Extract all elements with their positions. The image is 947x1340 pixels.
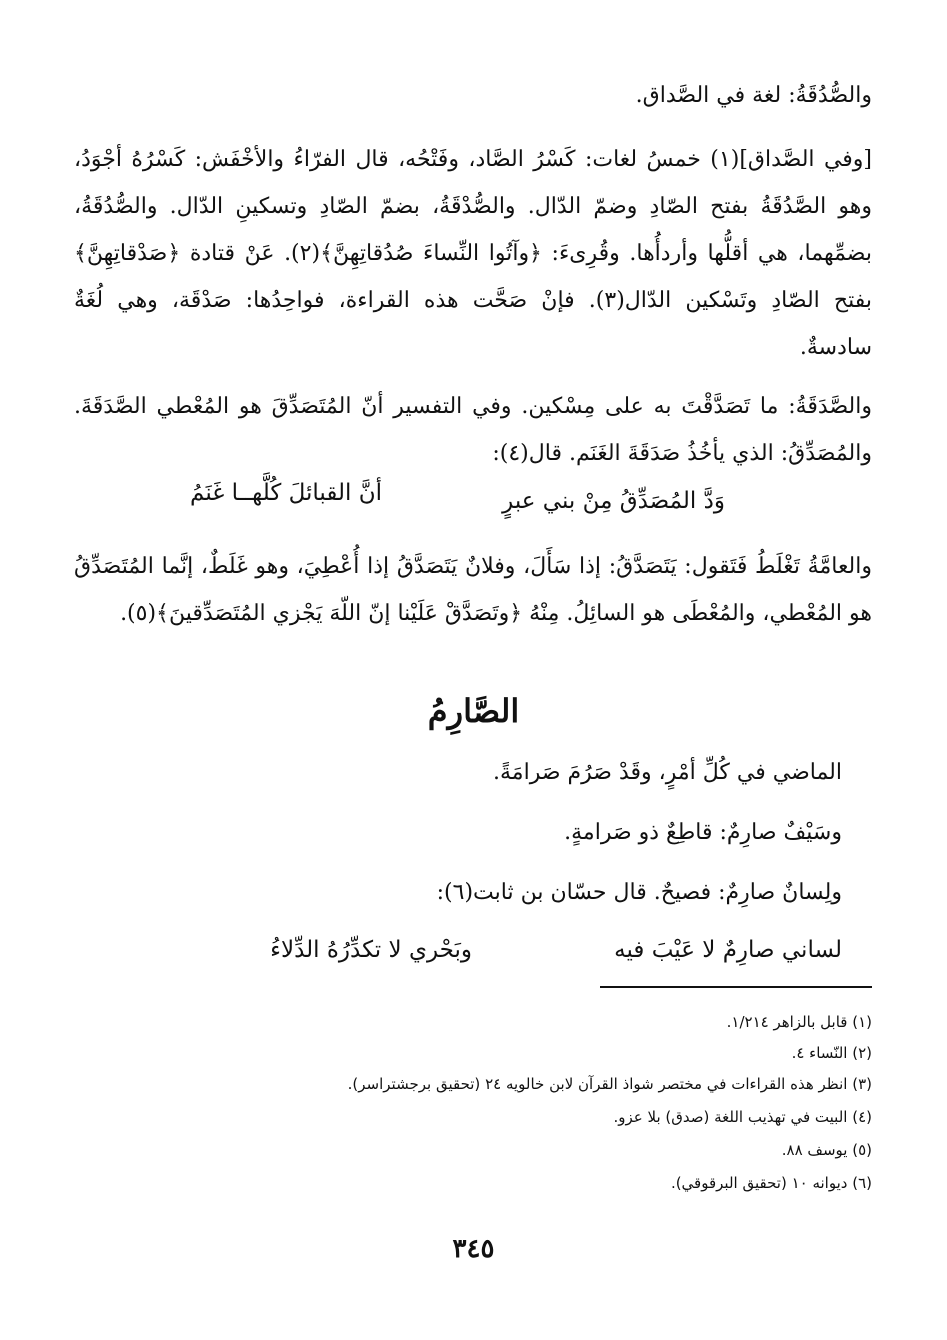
paragraph-sadaqa: والصَّدَقَةُ: ما تَصَدَّقْتَ به على مِسْكين. وفي التفسير أنّ المُتَصَدِّقَ هو المُعْطي الصَّدَقَةَ. والمُصَدِّقُ: الذي يأخُذُ صَدَقَةَ الغَنَم. قال(٤): [74, 394, 872, 466]
footnote-6: (٦) ديوانه ١٠ (تحقيق البرقوقي). [670, 1174, 872, 1192]
footnote-5: (٥) يوسف ٨٨. [781, 1141, 872, 1159]
sarim-line-2: وسَيْفٌ صارِمٌ: قاطِعٌ ذو صَرامةٍ. [564, 820, 842, 845]
verse-2-second-hemistich: وبَحْري لا تكدِّرُهُ الدِّلاءُ [270, 937, 472, 963]
sarim-line-3: ولِسانٌ صارِمٌ: فصيحٌ. قال حسّان بن ثابت(٦): [436, 880, 842, 905]
paragraph-sidaq: [وفي الصَّداق](١) خمسُ لغات: كَسْرُ الصَّاد، وفَتْحُه، قال الفرّاءُ والأخْفَش: كَسْرُهُ أجْوَدُ، وهو الصَّدُقَةُ بفتح الصّادِ وضمّ الدّال. والصُّدْقَةُ، بضمّ الصّادِ وتسكينِ الدّال. والصُّدُقَةُ، بضمِّهما، هي أقلُّها وأردأُها. وقُرِىءَ: ﴿وآتُوا النِّساءَ صُدُقاتِهِنَّ﴾(٢). عَنْ قتادة ﴿صَدْقاتِهِنَّ﴾ بفتح الصّادِ وتَسْكين الدّال(٣). فإنْ صَحَّت هذه القراءة، فواحِدُها: صَدْقَة، وهي لُغَةٌ سادسةٌ. [74, 147, 873, 360]
footnote-2: (٢) النّساء ٤. [791, 1044, 872, 1062]
verse-1-second-hemistich: أنَّ القبائلَ كُلَّهــا غَنَمُ [190, 480, 382, 506]
verse-2-first-hemistich: لساني صارِمٌ لا عَيْبَ فيه [614, 937, 842, 963]
footnote-3: (٣) انظر هذه القراءات في مختصر شواذ القرآن لابن خالويه ٢٤ (تحقيق برجشتراسر). [347, 1075, 872, 1093]
footnote-1: (١) قابل بالزاهر ١/٢١٤. [726, 1013, 872, 1031]
footnote-separator [600, 986, 872, 988]
sarim-line-1: الماضي في كُلِّ أمْرٍ، وقَدْ صَرُمَ صَرامَةً. [493, 760, 842, 785]
paragraph-amma: والعامَّةُ تَغْلَطُ فَتَقول: يَتَصَدَّقُ: إذا سَأَلَ، وفلانٌ يَتَصَدَّقُ إذا أُعْطِيَ، وهو غَلَطٌ، إنَّما المُتَصَدِّقُ هو المُعْطي، والمُعْطَى هو السائِلُ. مِنْهُ ﴿وتَصَدَّقْ عَلَيْنا إنّ اللّهَ يَجْزي المُتَصَدِّقينَ﴾(٥). [74, 554, 872, 626]
entry-heading-sarim: الصَّارِمُ [427, 692, 520, 730]
paragraph-sudqa: والصُّدُقَةُ: لغة في الصَّداق. [635, 83, 872, 108]
page-number: ٣٤٥ [452, 1234, 495, 1264]
verse-1-first-hemistich: وَدَّ المُصَدِّقُ مِنْ بني عبرٍ [502, 488, 725, 514]
footnote-4: (٤) البيت في تهذيب اللغة (صدق) بلا عزو. [613, 1108, 872, 1126]
